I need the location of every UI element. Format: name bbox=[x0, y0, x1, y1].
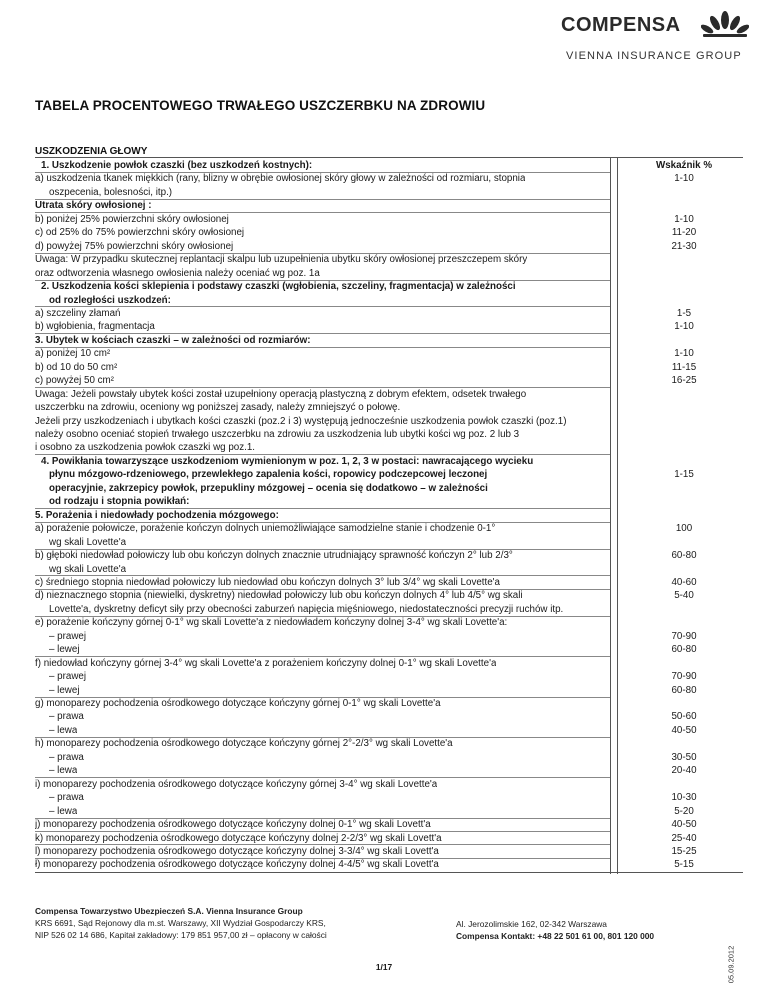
table-row: płynu mózgowo-rdzeniowego, przewlekłego zapalenia kości, ropowicy podczepcowej leczonej bbox=[49, 469, 488, 481]
document-date bbox=[726, 940, 740, 990]
table-value: 40-50 bbox=[671, 819, 697, 831]
table-row: Lovette'a, dyskretny deficyt siły przy obecności zaburzeń napięcia mięśniowego, niedostateczności precyzji ruchów itp. bbox=[49, 603, 564, 615]
table-row: l) monoparezy pochodzenia ośrodkowego dotyczące kończyny dolnej 3-3/4° wg skali Lovett'a bbox=[35, 845, 439, 857]
table-row: c) powyżej 50 cm² bbox=[35, 375, 114, 387]
table-value: 20-40 bbox=[671, 765, 697, 777]
table-row: c) od 25% do 75% powierzchni skóry owłosionej bbox=[35, 227, 245, 239]
brand-flower-icon bbox=[701, 10, 749, 40]
row-divider bbox=[35, 347, 610, 348]
document-title: TABELA PROCENTOWEGO TRWAŁEGO USZCZERBKU NA ZDROWIU bbox=[35, 98, 486, 113]
table-row: Uwaga: W przypadku skutecznej replantacji skalpu lub uzupełnienia ubytku skóry owłosionej przeszczepem skóry bbox=[35, 254, 528, 266]
table-row: – prawa bbox=[49, 751, 84, 763]
table-row: – prawej bbox=[49, 671, 87, 683]
table-value: 40-50 bbox=[671, 724, 697, 736]
footer-krs: KRS 6691, Sąd Rejonowy dla m.st. Warszawy, XII Wydział Gospodarczy KRS, bbox=[35, 918, 326, 928]
table-row: wg skali Lovette'a bbox=[49, 563, 127, 575]
table-value: 10-30 bbox=[671, 792, 697, 804]
table-row: Uwaga: Jeżeli powstały ubytek kości został uzupełniony operacją plastyczną z dobrym efektem, odsetek trwałego bbox=[35, 388, 527, 400]
table-row: f) niedowład kończyny górnej 3-4° wg skali Lovette'a z porażeniem kończyny dolnej 0-1° wg skali Lovette'a bbox=[35, 657, 497, 669]
footer-company: Compensa Towarzystwo Ubezpieczeń S.A. Vienna Insurance Group bbox=[35, 906, 303, 916]
table-value: 60-80 bbox=[671, 644, 697, 656]
table-row: ł) monoparezy pochodzenia ośrodkowego dotyczące kończyny dolnej 4-4/5° wg skali Lovett'a bbox=[35, 859, 439, 871]
table-row: należy osobno oceniać stopień trwałego uszczerbku na zdrowiu za uszkodzenia lub ubytki kości wg poz. 2 lub 3 bbox=[35, 429, 520, 440]
table-row: – lewa bbox=[49, 765, 78, 777]
table-row: Jeżeli przy uszkodzeniach i ubytkach kości czaszki (poz.2 i 3) występują jednocześnie uszkodzenia powłok czaszki (poz.1) bbox=[35, 415, 567, 427]
table-value: 1-5 bbox=[676, 307, 692, 319]
table-row: j) monoparezy pochodzenia ośrodkowego dotyczące kończyny dolnej 0-1° wg skali Lovett'a bbox=[35, 819, 431, 831]
table-row: e) porażenie kończyny górnej 0-1° wg skali Lovette'a z niedowładem kończyny dolnej 3-4° wg skali Lovette'a: bbox=[35, 617, 508, 629]
table-row: a) poniżej 10 cm² bbox=[35, 348, 111, 360]
table-row: b) głęboki niedowład połowiczy lub obu kończyn dolnych znacznie utrudniający sprawność kończyn 2° lub 2/3° bbox=[35, 550, 513, 562]
table-row: c) średniego stopnia niedowład połowiczy lub niedowład obu kończyn dolnych 3° lub 3/4° wg skali Lovette'a bbox=[35, 576, 500, 588]
table-row: – lewa bbox=[49, 724, 78, 736]
column-divider bbox=[617, 158, 618, 874]
table-row: a) porażenie połowicze, porażenie kończyn dolnych uniemożliwiające samodzielne stanie i chodzenie 0-1° bbox=[35, 523, 496, 535]
injury-table bbox=[35, 157, 743, 873]
table-row: 2. Uszkodzenia kości sklepienia i podstawy czaszki (wgłobienia, szczeliny, fragmentacja) w zależności bbox=[41, 281, 516, 293]
table-value: 1-10 bbox=[674, 321, 694, 333]
table-value: 25-40 bbox=[671, 832, 697, 844]
table-value: 11-20 bbox=[671, 227, 697, 239]
table-row: g) monoparezy pochodzenia ośrodkowego dotyczące kończyny górnej 0-1° wg skali Lovette'a bbox=[35, 698, 441, 709]
table-row: – lewej bbox=[49, 684, 80, 696]
table-row: b) od 10 do 50 cm² bbox=[35, 361, 118, 373]
table-value: 30-50 bbox=[671, 751, 697, 763]
table-row: – lewej bbox=[49, 644, 80, 656]
table-value: 1-10 bbox=[674, 348, 694, 360]
table-row: b) poniżej 25% powierzchni skóry owłosionej bbox=[35, 213, 229, 225]
table-row: wg skali Lovette'a bbox=[49, 536, 127, 548]
footer-nip: NIP 526 02 14 686, Kapitał zakładowy: 179 851 957,00 zł – opłacony w całości bbox=[35, 930, 327, 940]
table-row: – prawa bbox=[49, 792, 84, 804]
row-divider bbox=[35, 306, 610, 307]
table-row: oraz odtworzenia własnego owłosienia należy oceniać wg poz. 1a bbox=[35, 267, 320, 279]
table-row: 4. Powikłania towarzyszące uszkodzeniom wymienionym w poz. 1, 2, 3 w postaci: nawracającego wycieku bbox=[41, 455, 534, 467]
table-row: od rodzaju i stopnia powikłań: bbox=[49, 496, 190, 508]
table-value: 70-90 bbox=[671, 671, 697, 683]
table-row: k) monoparezy pochodzenia ośrodkowego dotyczące kończyny dolnej 2-2/3° wg skali Lovett'a bbox=[35, 832, 442, 844]
table-row: uszczerbku na zdrowiu, oceniony wg poniższej zasady, należy zmniejszyć o połowę. bbox=[35, 402, 401, 414]
table-value: 15-25 bbox=[671, 845, 697, 857]
document-date-text: 05.09.2012 bbox=[726, 945, 736, 984]
table-row: – prawej bbox=[49, 630, 87, 642]
brand-name: COMPENSA bbox=[561, 14, 681, 36]
table-row: 1. Uszkodzenie powłok czaszki (bez uszkodzeń kostnych): bbox=[41, 160, 313, 171]
table-value: 5-15 bbox=[674, 859, 694, 871]
table-row: i osobno za uszkodzenia powłok czaszki wg poz.1. bbox=[35, 442, 256, 454]
table-value: 1-15 bbox=[674, 469, 694, 481]
footer-contact-info bbox=[456, 918, 654, 942]
page-number: 1/17 bbox=[375, 962, 393, 972]
table-row: a) uszkodzenia tkanek miękkich (rany, blizny w obrębie owłosionej skóry głowy w zależności od rozmiaru, stopnia bbox=[35, 173, 526, 185]
section-heading: USZKODZENIA GŁOWY bbox=[35, 146, 148, 157]
table-row: h) monoparezy pochodzenia ośrodkowego dotyczące kończyny górnej 2°-2/3° wg skali Lovette'a bbox=[35, 738, 453, 750]
table-row: operacyjnie, zakrzepicy powłok, przepukliny mózgowej – ocenia się dodatkowo – w zależności bbox=[49, 482, 488, 494]
table-value: 40-60 bbox=[671, 576, 697, 588]
table-value: 21-30 bbox=[671, 240, 697, 252]
table-value: 1-10 bbox=[674, 213, 694, 225]
table-value: 60-80 bbox=[671, 684, 697, 696]
table-row: 3. Ubytek w kościach czaszki – w zależności od rozmiarów: bbox=[35, 334, 311, 346]
table-value: Wskaźnik % bbox=[655, 160, 713, 171]
table-row: b) wgłobienia, fragmentacja bbox=[35, 321, 155, 333]
table-value: 1-10 bbox=[674, 173, 694, 185]
company-logo bbox=[561, 10, 751, 70]
table-row: oszpecenia, bolesności, itp.) bbox=[49, 186, 173, 198]
table-value: 100 bbox=[675, 523, 693, 535]
table-value: 5-40 bbox=[674, 590, 694, 602]
footer-contact: Compensa Kontakt: +48 22 501 61 00, 801 120 000 bbox=[456, 931, 655, 941]
brand-group: VIENNA INSURANCE GROUP bbox=[566, 50, 742, 62]
table-value: 70-90 bbox=[671, 630, 697, 642]
table-row: i) monoparezy pochodzenia ośrodkowego dotyczące kończyny górnej 3-4° wg skali Lovette'a bbox=[35, 778, 438, 790]
table-row: d) powyżej 75% powierzchni skóry owłosionej bbox=[35, 240, 234, 252]
table-row: d) nieznacznego stopnia (niewielki, dyskretny) niedowład połowiczy lub obu kończyn dolnych 4° lub 4/5° wg skali bbox=[35, 590, 523, 602]
table-value: 16-25 bbox=[671, 375, 697, 387]
table-row: Utrata skóry owłosionej : bbox=[35, 200, 152, 212]
footer-company-info bbox=[35, 905, 327, 941]
column-divider bbox=[610, 158, 611, 874]
footer-address: Al. Jerozolimskie 162, 02-342 Warszawa bbox=[456, 919, 607, 929]
table-value: 5-20 bbox=[674, 805, 694, 817]
table-row: a) szczeliny złamań bbox=[35, 307, 121, 319]
table-value: 60-80 bbox=[671, 550, 697, 562]
table-row: – lewa bbox=[49, 805, 78, 817]
table-value: 11-15 bbox=[671, 361, 697, 373]
table-row: 5. Porażenia i niedowłady pochodzenia mózgowego: bbox=[35, 509, 279, 521]
table-value: 50-60 bbox=[671, 711, 697, 723]
table-row: – prawa bbox=[49, 711, 84, 723]
table-row: od rozległości uszkodzeń: bbox=[49, 294, 171, 306]
